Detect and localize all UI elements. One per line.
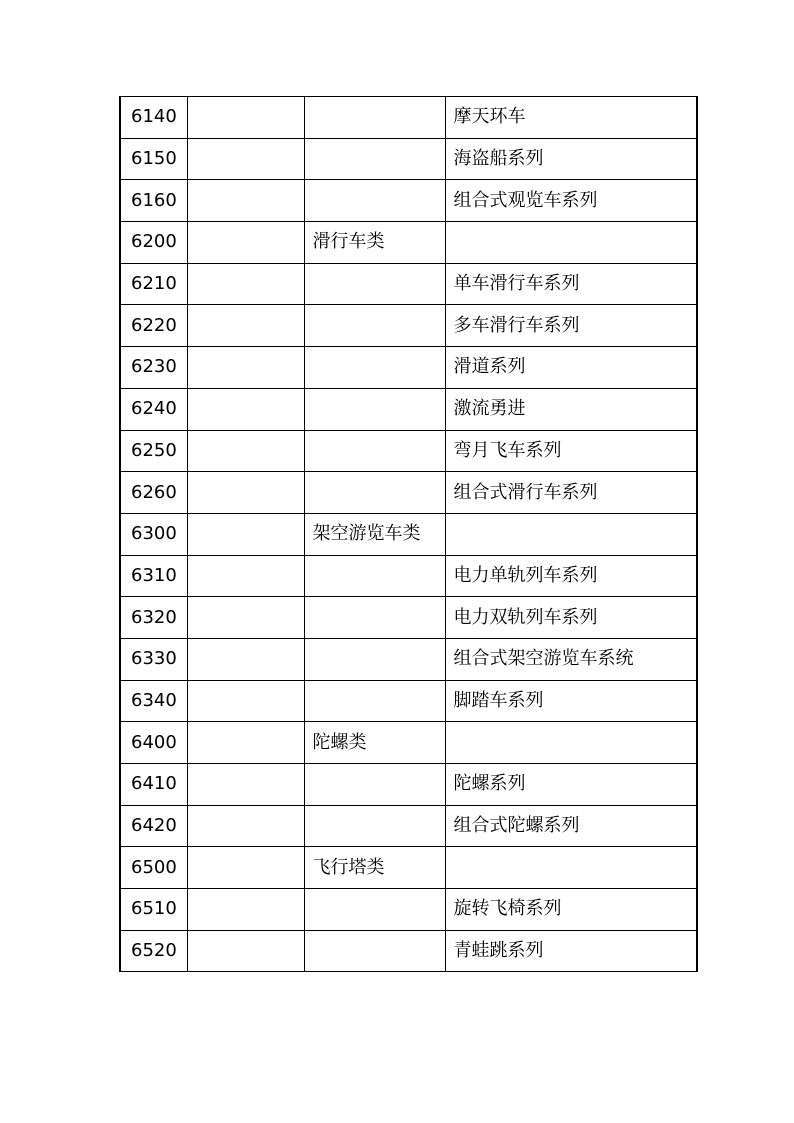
code-cell: 6340 — [120, 680, 187, 722]
code-cell: 6230 — [120, 347, 187, 389]
level1-cell — [187, 513, 304, 555]
level1-cell — [187, 263, 304, 305]
level3-cell: 海盗船系列 — [445, 138, 697, 180]
code-cell: 6240 — [120, 388, 187, 430]
level3-cell: 组合式滑行车系列 — [445, 472, 697, 514]
table-row — [120, 138, 697, 180]
table-row — [120, 222, 697, 264]
level2-cell — [304, 889, 445, 931]
level3-cell: 陀螺系列 — [445, 764, 697, 806]
code-cell: 6250 — [120, 430, 187, 472]
table-row — [120, 347, 697, 389]
code-cell: 6420 — [120, 805, 187, 847]
level3-cell — [445, 847, 697, 889]
code-cell: 6320 — [120, 597, 187, 639]
level3-cell: 组合式架空游览车系统 — [445, 638, 697, 680]
code-cell: 6500 — [120, 847, 187, 889]
table-row — [120, 805, 697, 847]
level2-cell — [304, 472, 445, 514]
level2-cell — [304, 97, 445, 139]
code-cell: 6400 — [120, 722, 187, 764]
level1-cell — [187, 97, 304, 139]
level1-cell — [187, 222, 304, 264]
table-row — [120, 930, 697, 972]
level3-cell: 组合式陀螺系列 — [445, 805, 697, 847]
level2-cell: 架空游览车类 — [304, 513, 445, 555]
code-cell: 6260 — [120, 472, 187, 514]
table-row — [120, 97, 697, 139]
level3-cell: 激流勇进 — [445, 388, 697, 430]
code-cell: 6410 — [120, 764, 187, 806]
code-cell: 6520 — [120, 930, 187, 972]
table-row — [120, 638, 697, 680]
code-cell: 6210 — [120, 263, 187, 305]
level2-cell: 滑行车类 — [304, 222, 445, 264]
code-cell: 6160 — [120, 180, 187, 222]
level3-cell: 旋转飞椅系列 — [445, 889, 697, 931]
level2-cell — [304, 138, 445, 180]
level2-cell — [304, 555, 445, 597]
level2-cell — [304, 305, 445, 347]
level3-cell — [445, 513, 697, 555]
table-row — [120, 305, 697, 347]
level1-cell — [187, 722, 304, 764]
code-cell: 6510 — [120, 889, 187, 931]
level2-cell: 飞行塔类 — [304, 847, 445, 889]
table-row — [120, 889, 697, 931]
level3-cell: 摩天环车 — [445, 97, 697, 139]
table-row — [120, 764, 697, 806]
classification-table-body — [120, 97, 697, 972]
level1-cell — [187, 430, 304, 472]
table-row — [120, 847, 697, 889]
table-row — [120, 597, 697, 639]
level2-cell — [304, 764, 445, 806]
level3-cell — [445, 722, 697, 764]
level2-cell — [304, 597, 445, 639]
level3-cell: 电力单轨列车系列 — [445, 555, 697, 597]
table-row — [120, 555, 697, 597]
level2-cell — [304, 388, 445, 430]
code-cell: 6220 — [120, 305, 187, 347]
level2-cell — [304, 805, 445, 847]
code-cell: 6140 — [120, 97, 187, 139]
table-row — [120, 430, 697, 472]
level3-cell: 电力双轨列车系列 — [445, 597, 697, 639]
level1-cell — [187, 805, 304, 847]
level2-cell: 陀螺类 — [304, 722, 445, 764]
level1-cell — [187, 847, 304, 889]
level3-cell: 青蛙跳系列 — [445, 930, 697, 972]
table-row — [120, 388, 697, 430]
table-row — [120, 513, 697, 555]
level1-cell — [187, 472, 304, 514]
level1-cell — [187, 555, 304, 597]
level3-cell: 多车滑行车系列 — [445, 305, 697, 347]
level1-cell — [187, 305, 304, 347]
level2-cell — [304, 430, 445, 472]
code-cell: 6150 — [120, 138, 187, 180]
table-row — [120, 722, 697, 764]
level3-cell: 弯月飞车系列 — [445, 430, 697, 472]
code-cell: 6310 — [120, 555, 187, 597]
level1-cell — [187, 680, 304, 722]
level3-cell: 组合式观览车系列 — [445, 180, 697, 222]
level1-cell — [187, 597, 304, 639]
code-cell: 6300 — [120, 513, 187, 555]
level1-cell — [187, 764, 304, 806]
level1-cell — [187, 347, 304, 389]
table-row — [120, 263, 697, 305]
level2-cell — [304, 180, 445, 222]
table-row — [120, 680, 697, 722]
level1-cell — [187, 388, 304, 430]
level1-cell — [187, 138, 304, 180]
level1-cell — [187, 930, 304, 972]
level2-cell — [304, 930, 445, 972]
code-cell: 6330 — [120, 638, 187, 680]
level1-cell — [187, 638, 304, 680]
classification-table — [119, 96, 698, 972]
level1-cell — [187, 180, 304, 222]
level3-cell: 脚踏车系列 — [445, 680, 697, 722]
table-row — [120, 180, 697, 222]
level3-cell: 滑道系列 — [445, 347, 697, 389]
level2-cell — [304, 638, 445, 680]
level2-cell — [304, 680, 445, 722]
level2-cell — [304, 263, 445, 305]
code-cell: 6200 — [120, 222, 187, 264]
level2-cell — [304, 347, 445, 389]
level3-cell: 单车滑行车系列 — [445, 263, 697, 305]
level3-cell — [445, 222, 697, 264]
level1-cell — [187, 889, 304, 931]
table-row — [120, 472, 697, 514]
